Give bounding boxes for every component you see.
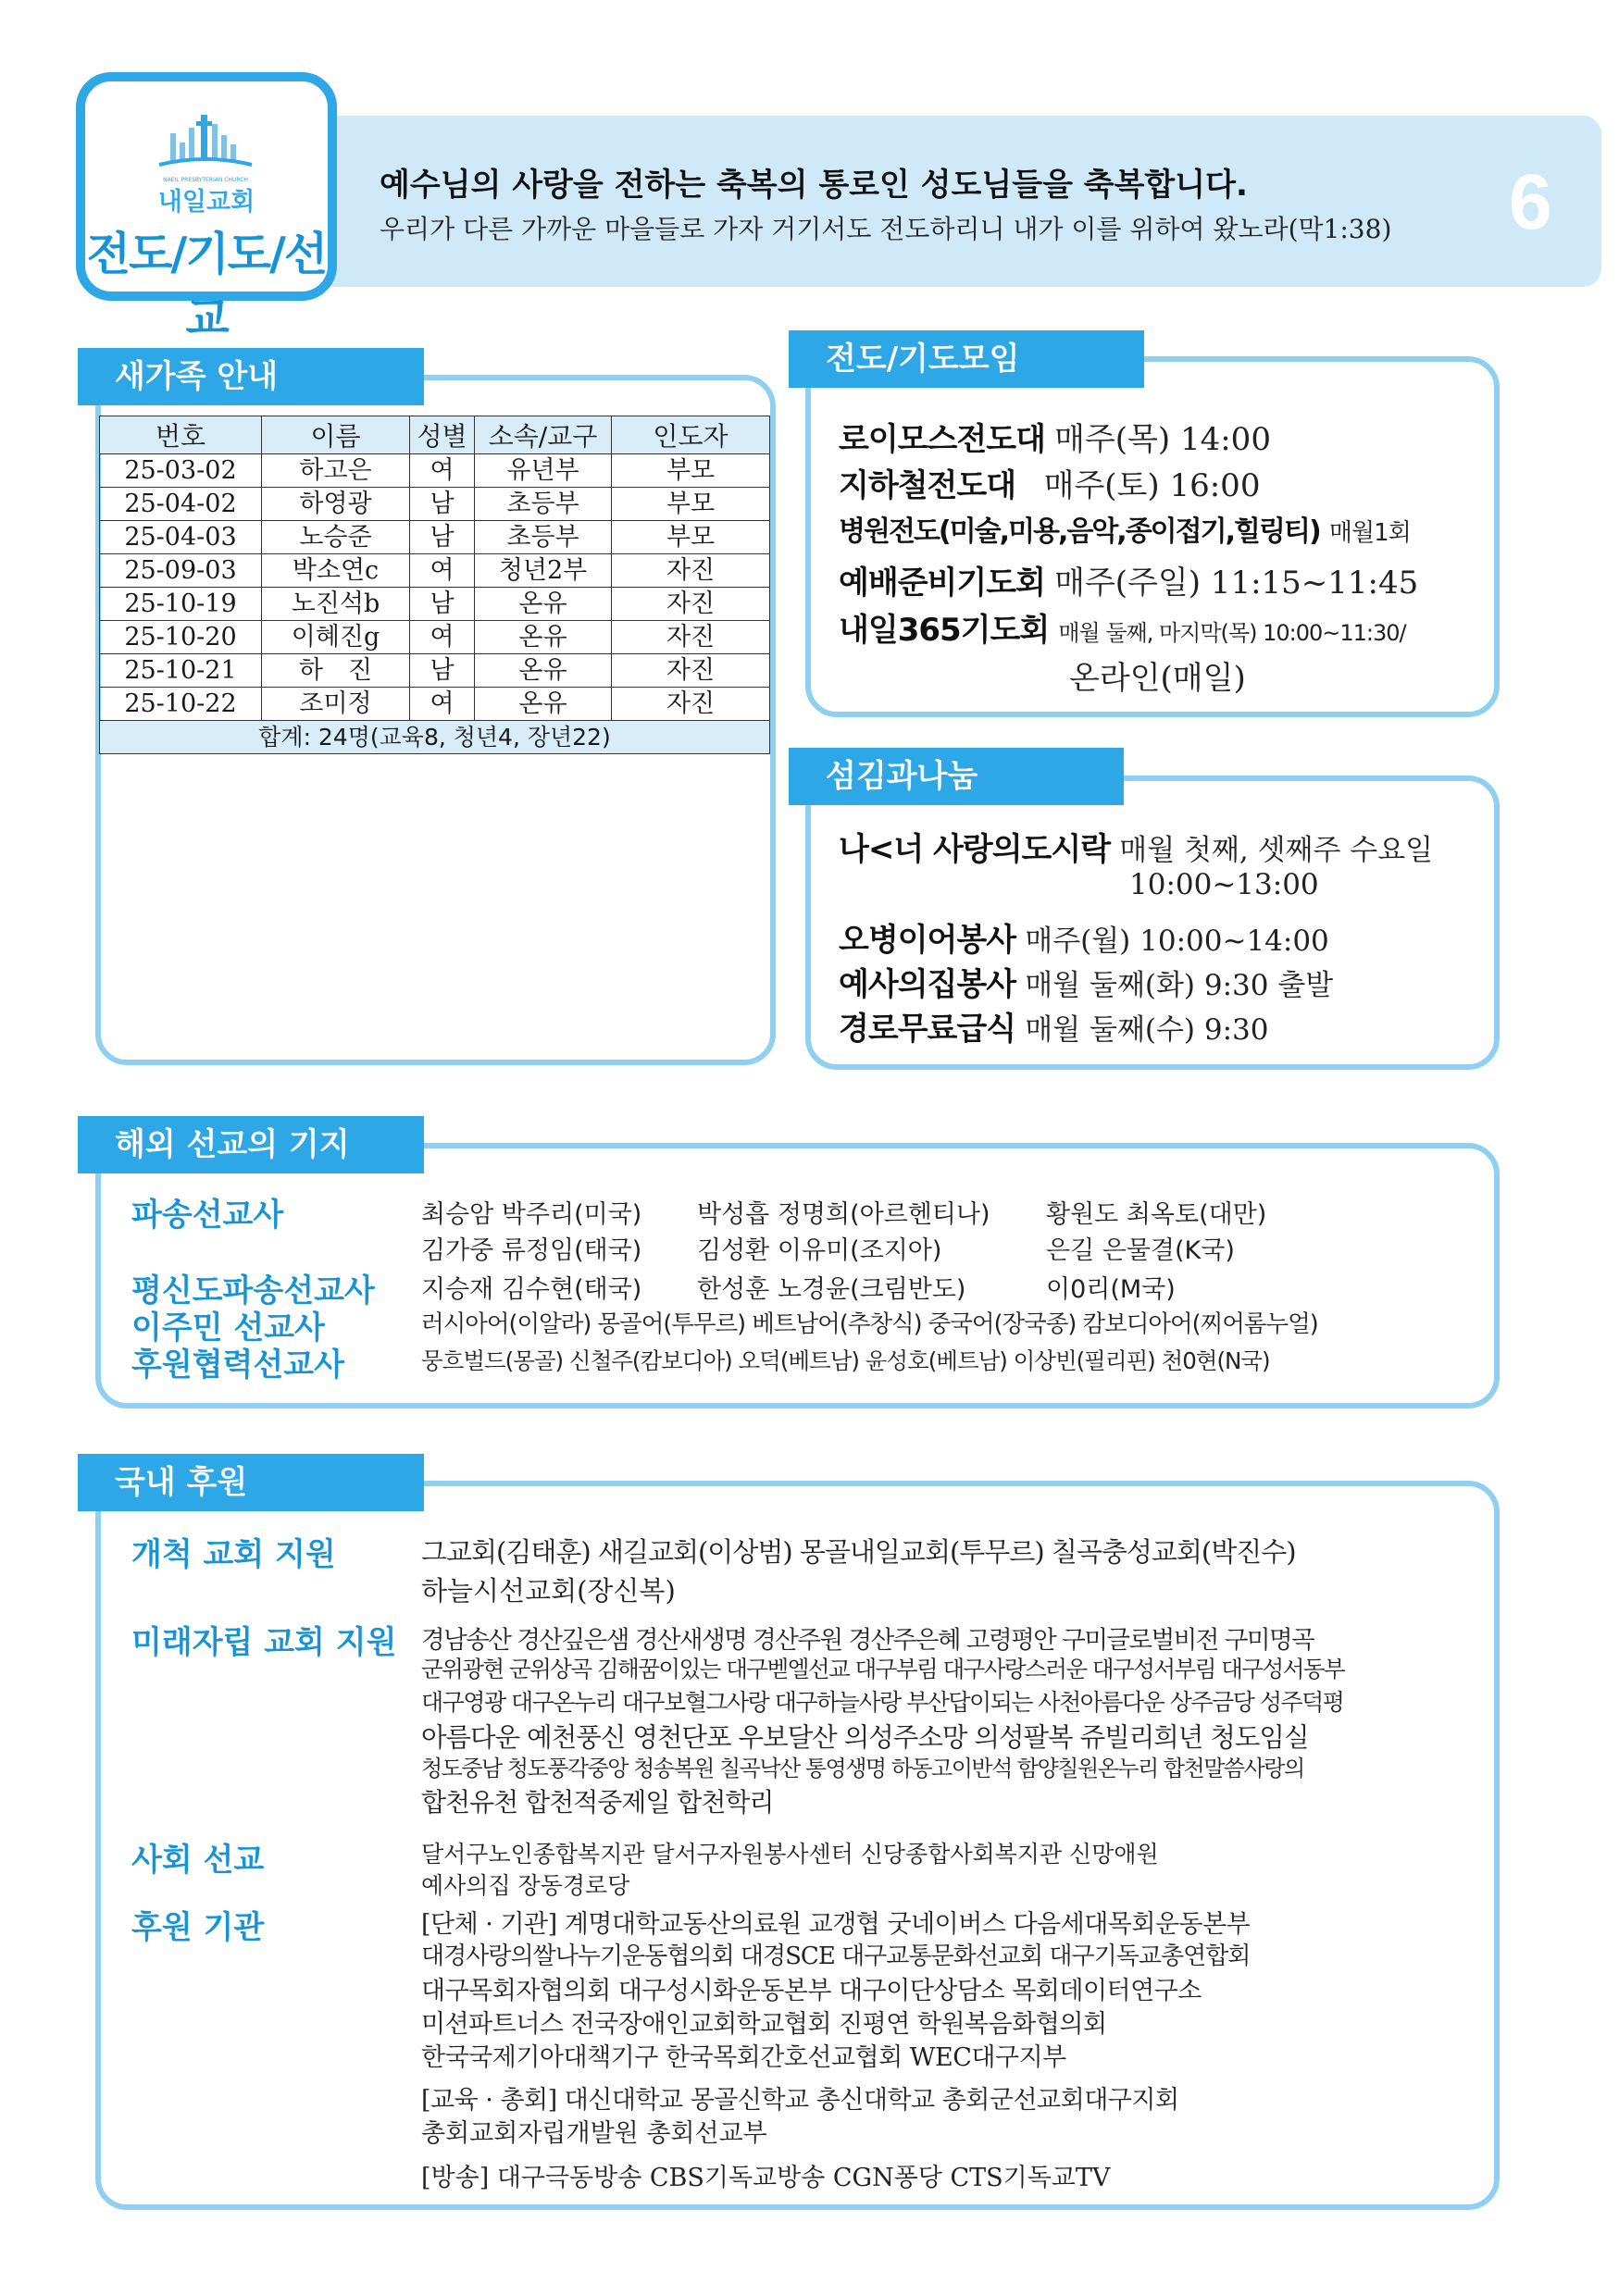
table-row: 25-10-22 조미정 여 온유 자진 [100, 688, 770, 721]
table-total-row [100, 721, 770, 754]
migrant-label: 이주민 선교사 [131, 1309, 325, 1347]
agency-label: 후원 기관 [131, 1909, 265, 1946]
agency-line: 대경사랑의쌀나누기운동협의회 대경SCE 대구교통문화선교회 대구기독교총연합회 [421, 1942, 1251, 1970]
evangelism-item: 예배준비기도회 매주(주일) 11:15~11:45 [839, 565, 1419, 602]
lay-item: 이0리(M국) [1046, 1275, 1176, 1304]
lay-item: 한성훈 노경윤(크림반도) [697, 1275, 966, 1304]
evangelism-item: 로이모스전도대 매주(목) 14:00 [839, 421, 1271, 458]
sent-label: 파송선교사 [131, 1197, 284, 1234]
agency-line: [단체 · 기관] 계명대학교동산의료원 교갱협 굿네이버스 다음세대목회운동본부 [421, 1910, 1251, 1939]
future-line: 군위광현 군위상곡 김해꿈이있는 대구벧엘선교 대구부림 대구사랑스러운 대구성서부림 대구성서동부 [421, 1656, 1345, 1682]
overseas-tab: 해외 선교의 기지 [78, 1116, 424, 1173]
social-line: 예사의집 장동경로당 [421, 1872, 630, 1899]
sent-item: 김성환 이유미(조지아) [697, 1236, 942, 1265]
future-line: 경남송산 경산깊은샘 경산새생명 경산주원 경산주은혜 고령평안 구미글로벌비전 구미명곡 [421, 1626, 1314, 1655]
partner-text: 뭉흐벌드(몽골) 신철주(캄보디아) 오덕(베트남) 윤성호(베트남) 이상빈(필리핀) 천0현(N국) [421, 1347, 1270, 1374]
social-label: 사회 선교 [131, 1842, 265, 1879]
agency-line: 대구목회자협의회 대구성시화운동본부 대구이단상담소 목회데이터연구소 [421, 1977, 1202, 2005]
pioneer-line: 그교회(김태훈) 새길교회(이상범) 몽골내일교회(투무르) 칠곡충성교회(박진수) [421, 1536, 1296, 1568]
table-row: 25-03-02 하고은 여 유년부 부모 [100, 454, 770, 488]
table-row: 25-10-19 노진석b 남 온유 자진 [100, 588, 770, 621]
church-logo-icon [150, 107, 261, 191]
pioneer-label: 개척 교회 지원 [131, 1536, 336, 1573]
new-family-table [99, 416, 770, 754]
logo-small-text: NAEIL PRESBYTERIAN CHURCH [163, 177, 248, 183]
sent-item: 박성흡 정명희(아르헨티나) [697, 1200, 990, 1229]
new-family-tab: 새가족 안내 [78, 348, 424, 405]
logo-box [76, 72, 337, 345]
edu-line: [교육 · 총회] 대신대학교 몽골신학교 총신대학교 총회군선교회대구지회 [421, 2086, 1179, 2115]
service-item-cont: 10:00~13:00 [1129, 868, 1319, 901]
service-item: 예사의집봉사 매월 둘째(화) 9:30 출발 [839, 966, 1334, 1003]
table-row: 25-10-21 하 진 남 온유 자진 [100, 654, 770, 688]
col-guide: 인도자 [612, 416, 770, 454]
col-gender: 성별 [410, 416, 475, 454]
sent-item: 최승암 박주리(미국) [421, 1200, 642, 1229]
page-title: 전도/기도/선교 [86, 228, 327, 345]
sent-item: 김가중 류정임(태국) [421, 1236, 642, 1265]
pioneer-line: 하늘시선교회(장신복) [421, 1575, 676, 1607]
partner-label: 후원협력선교사 [131, 1347, 344, 1384]
edu-line: 총회교회자립개발원 총회선교부 [421, 2119, 767, 2148]
table-row: 25-04-02 하영광 남 초등부 부모 [100, 488, 770, 521]
lay-label: 평신도파송선교사 [131, 1272, 375, 1309]
future-line: 아름다운 예천풍신 영천단포 우보달산 의성주소망 의성팔복 쥬빌리희년 청도임실 [421, 1722, 1309, 1753]
sent-item: 황원도 최옥토(대만) [1046, 1200, 1267, 1229]
page-number: 6 [1509, 158, 1552, 245]
future-label: 미래자립 교회 지원 [131, 1624, 397, 1661]
logo-name: 내일교회 [157, 188, 255, 217]
total-text: 합계: 24명(교육8, 청년4, 장년22) [100, 721, 770, 754]
evangelism-item: 내일365기도회 매월 둘째, 마지막(목) 10:00~11:30/ [839, 612, 1406, 649]
broadcast-line: [방송] 대구극동방송 CBS기독교방송 CGN퐁당 CTS기독교TV [421, 2164, 1111, 2192]
service-item: 경로무료급식 매월 둘째(수) 9:30 [839, 1011, 1269, 1048]
service-item: 나<너 사랑의도시락 매월 첫째, 셋째주 수요일 [839, 831, 1434, 868]
col-group: 소속/교구 [475, 416, 612, 454]
agency-line: 미션파트너스 전국장애인교회학교협회 진평연 학원복음화협의회 [421, 2010, 1107, 2039]
domestic-tab: 국내 후원 [78, 1454, 424, 1511]
evangelism-item: 지하철전도대 매주(토) 16:00 [839, 467, 1261, 504]
col-number: 번호 [100, 416, 262, 454]
social-line: 달서구노인종합복지관 달서구자원봉사센터 신당종합사회복지관 신망애원 [421, 1841, 1159, 1868]
future-line: 청도중남 청도풍각중앙 청송복원 칠곡낙산 통영생명 하동고이반석 함양칠원온누리 합천말씀사랑의 [421, 1756, 1304, 1781]
migrant-text: 러시아어(이알라) 몽골어(투무르) 베트남어(추창식) 중국어(장국종) 캄보디아어(찌어롬누얼) [421, 1310, 1318, 1338]
evangelism-tab: 전도/기도모임 [789, 330, 1144, 388]
evangelism-item: 병원전도(미술,미용,음악,종이접기,힐링티) 매월1회 [839, 515, 1411, 548]
sent-item: 은길 은물결(K국) [1046, 1236, 1235, 1265]
lay-item: 지승재 김수현(태국) [421, 1275, 642, 1304]
table-row: 25-04-03 노승준 남 초등부 부모 [100, 521, 770, 554]
col-name: 이름 [262, 416, 410, 454]
service-tab: 섬김과나눔 [789, 748, 1124, 805]
future-line: 합천유천 합천적중제일 합천학리 [421, 1787, 774, 1818]
future-line: 대구영광 대구온누리 대구보혈그사랑 대구하늘사랑 부산답이되는 사천아름다운 상주금당 성주덕평 [421, 1689, 1344, 1716]
evangelism-item-cont: 온라인(매일) [1069, 660, 1246, 697]
header-sub-text: 우리가 다른 가까운 마을들로 가자 거기서도 전도하리니 내가 이를 위하여 왔노라(막1:38) [380, 214, 1392, 244]
header-main-text: 예수님의 사랑을 전하는 축복의 통로인 성도님들을 축복합니다. [380, 167, 1248, 204]
service-item: 오병이어봉사 매주(월) 10:00~14:00 [839, 922, 1329, 959]
table-row: 25-09-03 박소연c 여 청년2부 자진 [100, 554, 770, 588]
table-row: 25-10-20 이혜진g 여 온유 자진 [100, 621, 770, 654]
agency-line: 한국국제기아대책기구 한국목회간호선교협회 WEC대구지부 [421, 2043, 1066, 2072]
